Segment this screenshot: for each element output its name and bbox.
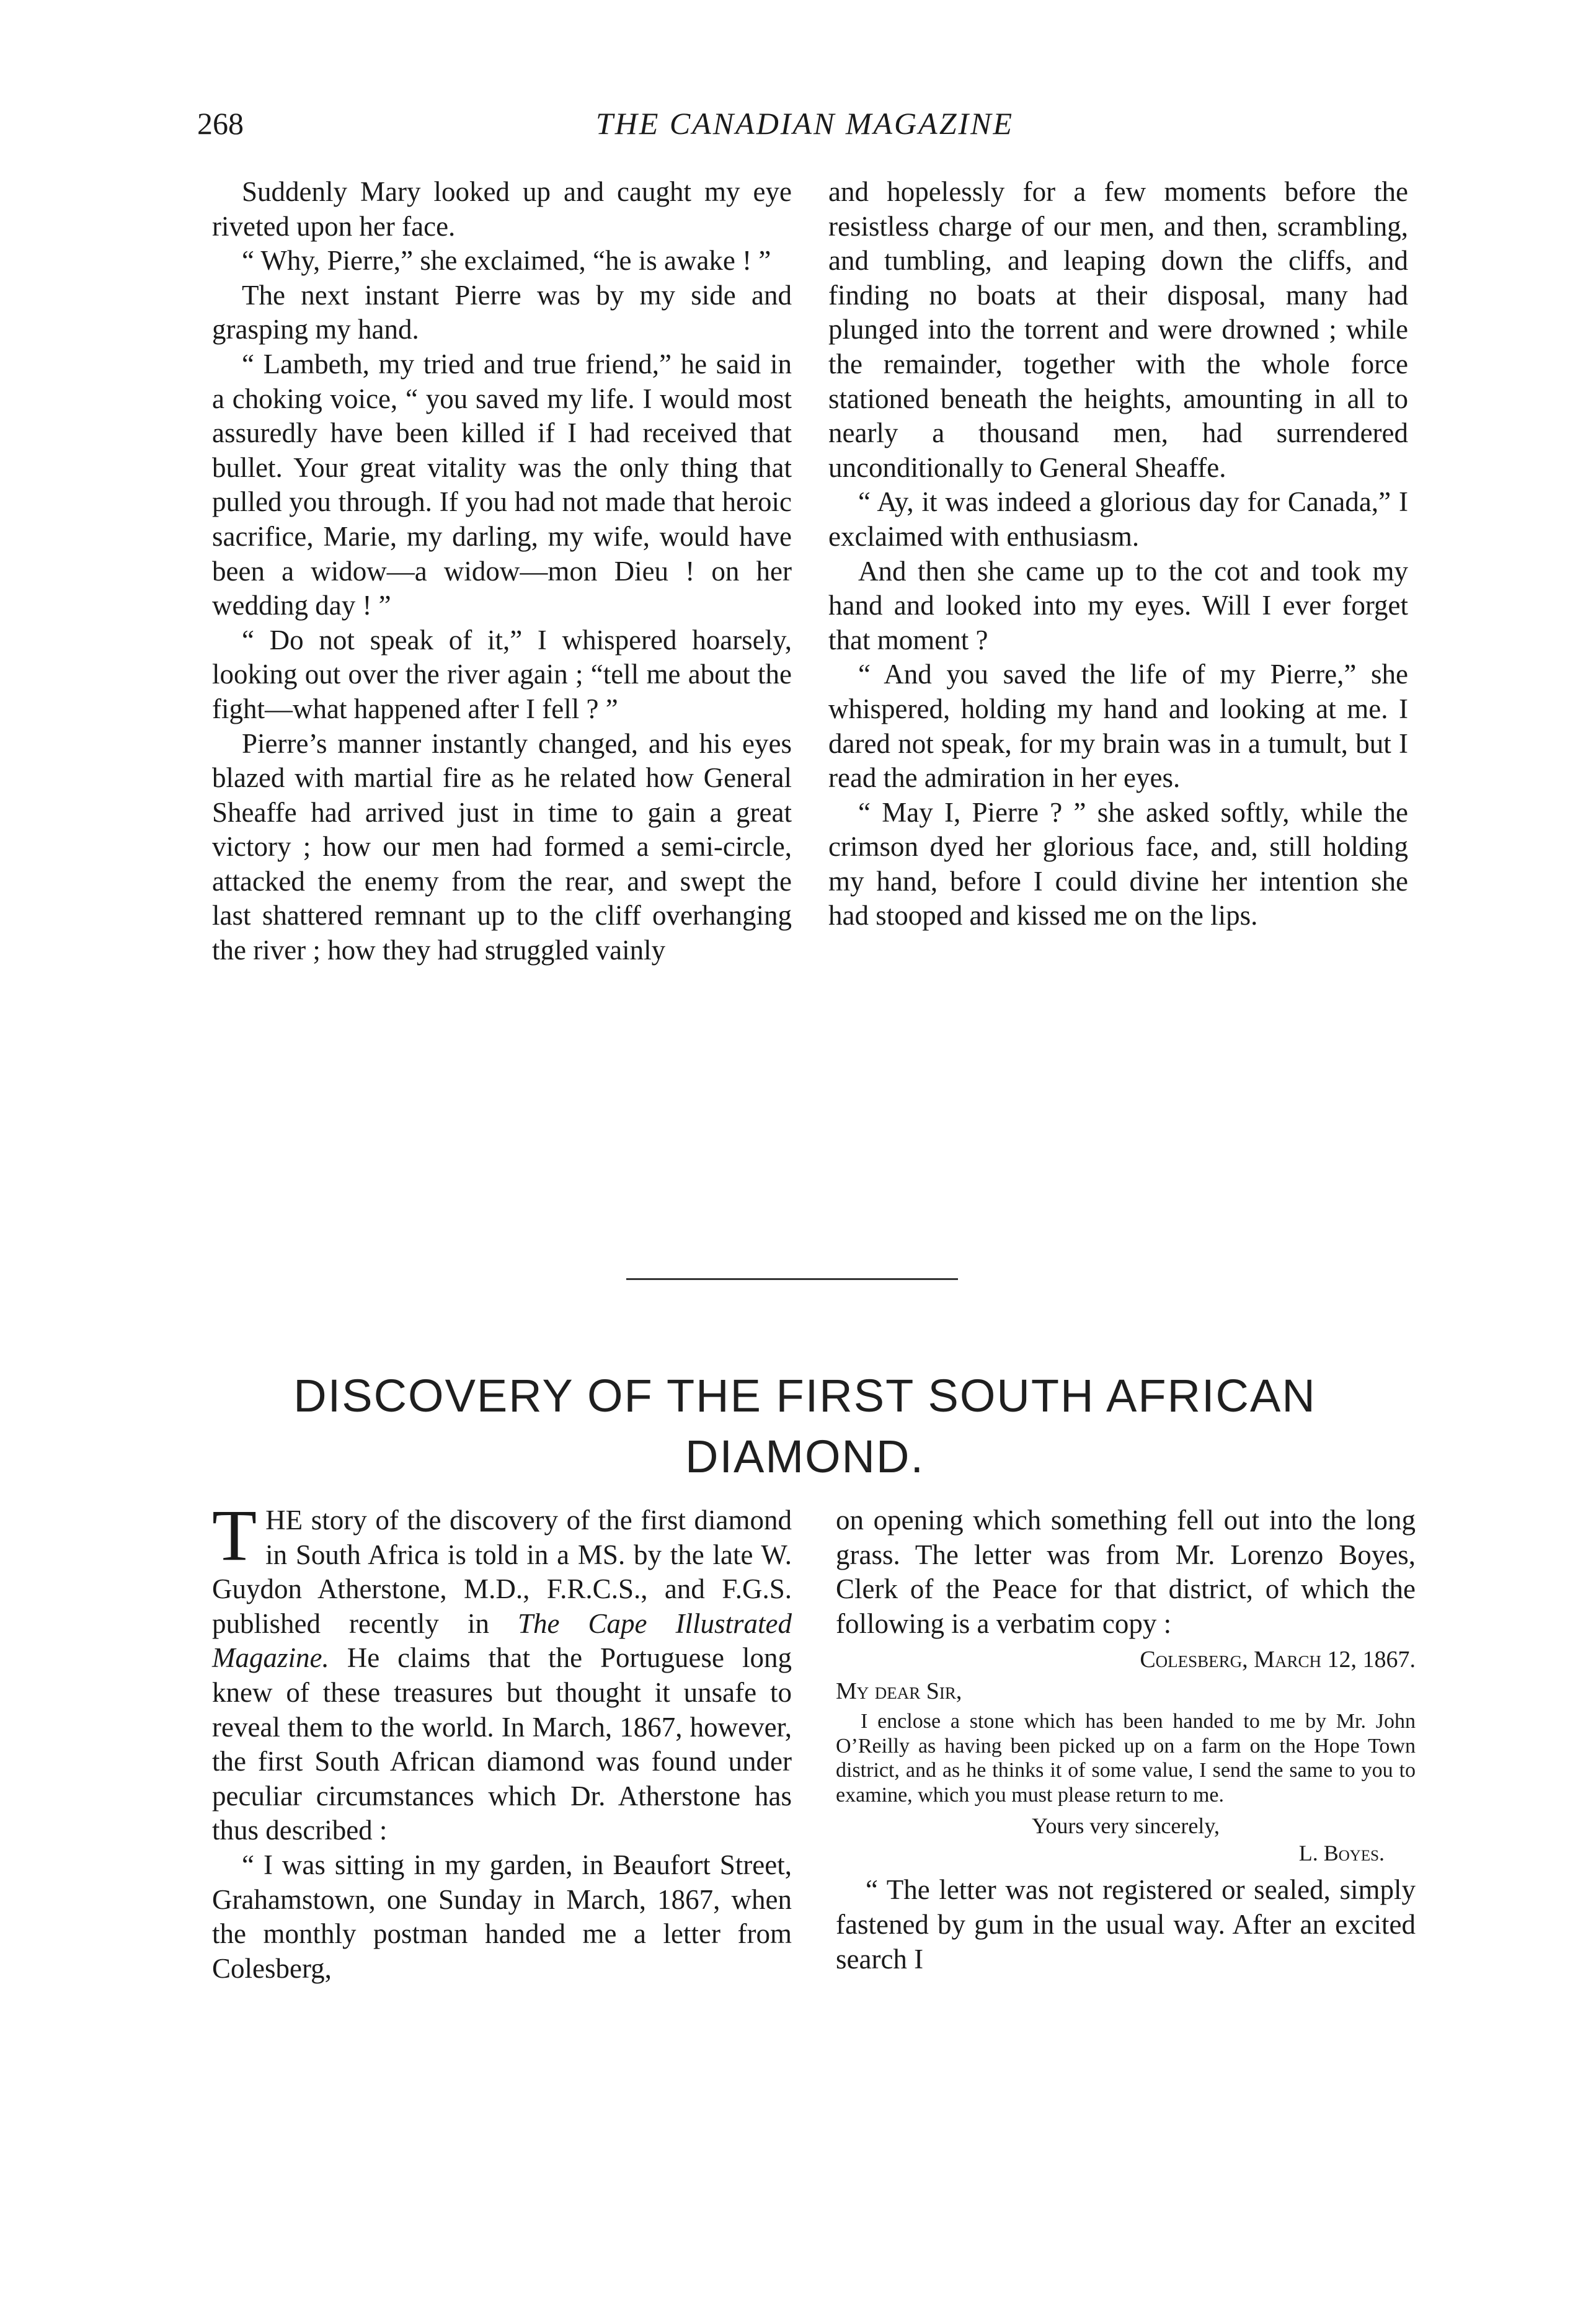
letter-dateline: Colesberg, March 12, 1867.	[1140, 1647, 1416, 1673]
story-paragraph: “ May I, Pierre ? ” she asked softly, while the crimson dyed her glorious face, and, still holding my hand, before I could divine her intention she had stooped and kissed me on the lips.	[828, 796, 1408, 931]
article-paragraph: “ The letter was not registered or sealed, simply fastened by gum in the usual way. After an excited search I	[836, 1874, 1416, 1975]
article-left-column	[212, 1495, 792, 1986]
story-paragraph: “ Ay, it was indeed a glorious day for Canada,” I exclaimed with enthusiasm.	[828, 486, 1408, 552]
story-paragraph: The next instant Pierre was by my side and grasping my hand.	[212, 279, 792, 345]
story-paragraph: Pierre’s manner instantly changed, and his eyes blazed with martial fire as he related how General Sheaffe had arrived just in time to gain a great victory ; how our men had formed a semi-circle, attacked the enemy from the rear, and swept the last shattered remnant up to the cliff overhanging the river ; how they had struggled vainly	[212, 727, 792, 966]
section-divider	[626, 1278, 958, 1280]
magazine-title: THE CANADIAN MAGAZINE	[595, 106, 1014, 141]
story-paragraph: “ And you saved the life of my Pierre,” she whispered, holding my hand and looking at me. I dared not speak, for my brain was in a tumult, but I read the admiration in her eyes.	[828, 659, 1408, 794]
page-number: 268	[197, 106, 244, 141]
story-paragraph: “ Lambeth, my tried and true friend,” he said in a choking voice, “ you saved my life. I would most assuredly have been killed if I had received that bullet. Your great vitality was the only thing that pulled you through. If you had not made that heroic sacrifice, Marie, my darling, my wife, would have been a widow—a widow—mon Dieu ! on her wedding day ! ”	[212, 348, 792, 621]
opening-text-end: He claims that the Portuguese long knew of these treasures but thought it unsafe to reveal them to the world. In March, 1867, however, the first South African diamond was found under peculiar circumstances which Dr. Atherstone has thus described :	[212, 1642, 792, 1846]
drop-cap: T	[212, 1495, 257, 1576]
letter-signature: L. Boyes.	[1298, 1841, 1385, 1866]
opening-text: HE story of the discovery of the first diamond in South Africa is told in a MS. by the late W. Guydon Atherstone, M.D., F.R.C.S., and F.G.S. published recently in	[212, 1505, 792, 1639]
article-paragraph-continued: on opening which something fell out into the long grass. The letter was from Mr. Lorenzo Boyes, Clerk of the Peace for that district, of which the following is a verbatim copy :	[836, 1505, 1416, 1639]
running-head	[197, 105, 1412, 155]
story-paragraph: “ Do not speak of it,” I whispered hoarsely, looking out over the river again ; “tell me about the fight—what happened after I fell ? ”	[212, 624, 792, 724]
story-left-column	[212, 175, 792, 968]
article-paragraph: “ I was sitting in my garden, in Beaufort Street, Grahamstown, one Sunday in March, 1867, when the monthly postman handed me a letter from Colesberg,	[212, 1849, 792, 1984]
article-title: DISCOVERY OF THE FIRST SOUTH AFRICAN DIAMOND.	[293, 1370, 1316, 1482]
cape-magazine-title: The Cape Illustrated Magazine.	[212, 1607, 792, 1674]
story-paragraph: “ Why, Pierre,” she exclaimed, “he is awake ! ”	[242, 245, 771, 277]
story-paragraph: And then she came up to the cot and took my hand and looked into my eyes. Will I ever forget that moment ?	[828, 555, 1408, 656]
letter-closing: Yours very sincerely,	[1032, 1813, 1220, 1839]
article-opening-paragraph	[212, 1495, 792, 1848]
letter-block	[836, 1645, 1416, 1867]
article-right-column	[836, 1503, 1416, 1976]
story-paragraph-continued: and hopelessly for a few moments before the resistless charge of our men, and then, scrambling, and tumbling, and leaping down the cliffs, and finding no boats at their disposal, many had plunged into the torrent and were drowned ; while the remainder, together with the whole force stationed beneath the heights, amounting in all to nearly a thousand men, had surrendered unconditionally to General Sheaffe.	[828, 176, 1408, 483]
story-paragraph: Suddenly Mary looked up and caught my eye riveted upon her face.	[212, 176, 792, 242]
letter-body: I enclose a stone which has been handed to me by Mr. John O’Reilly as having been picked up on a farm on the Hope Town district, and as he thinks it of some value, I send the same to you to examine, which you must please return to me.	[836, 1710, 1416, 1807]
story-right-column	[828, 175, 1408, 933]
letter-salutation: My dear Sir,	[836, 1678, 962, 1705]
